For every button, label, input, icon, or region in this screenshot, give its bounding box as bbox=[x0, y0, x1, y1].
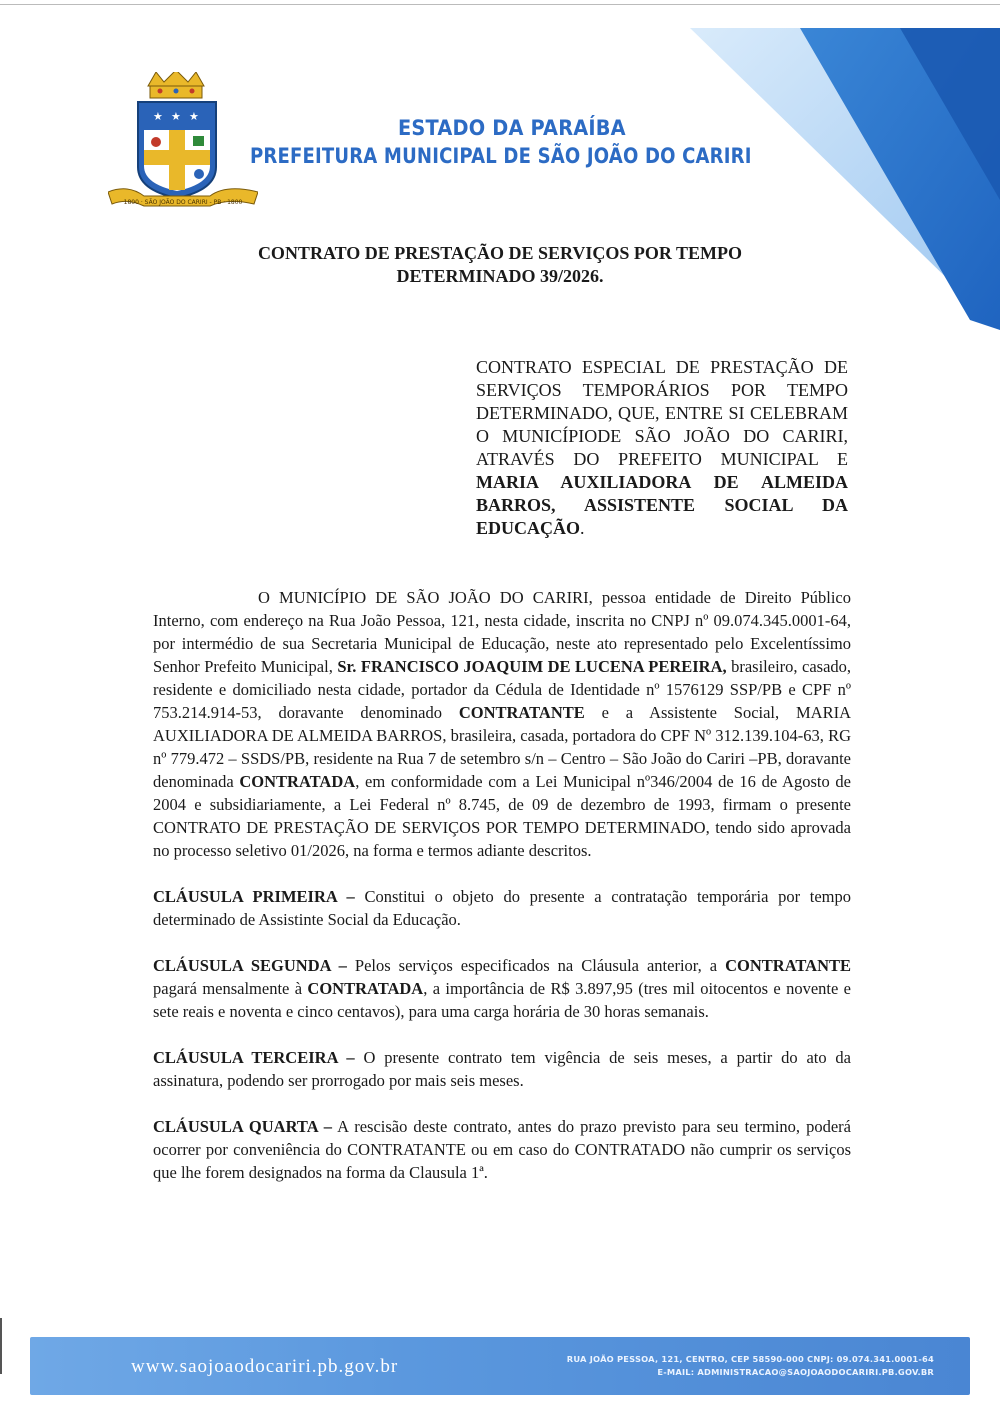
clause-text: pagará mensalmente à bbox=[153, 979, 308, 998]
footer-website: www.saojoaodocariri.pb.gov.br bbox=[131, 1356, 399, 1377]
contract-summary bbox=[476, 356, 848, 540]
crown-icon bbox=[148, 72, 204, 98]
document-title bbox=[150, 242, 850, 288]
preamble-text-1: O MUNICÍPIO DE SÃO JOÃO DO CARIRI, pessoa entidade de Direito Público Interno, com endereço na Rua João Pessoa, 121, nesta cidade, inscrita no CNPJ nº 09.074.345.0001-64, por intermédio de sua Secretaria Municipal de Educação, neste ato representado pelo Excelentíssimo Senhor Prefeito Municipal, bbox=[153, 588, 851, 676]
footer-bar bbox=[30, 1337, 970, 1395]
contractor-label: CONTRATANTE bbox=[458, 703, 585, 722]
mayor-name: Sr. FRANCISCO JOAQUIM DE LUCENA PEREIRA, bbox=[337, 657, 727, 676]
preamble-text-4: , em conformidade com a Lei Municipal nº346/2004 de 16 de Agosto de 2004 e subsidiariamente, a Lei Federal nº 8.745, de 09 de dezembro de 1993, firmam o presente CONTRATO DE PRESTAÇÃO DE SERVIÇOS POR TEMPO DETERMINADO, tendo sido aprovada no processo seletivo 01/2026, na forma e termos adiante descritos. bbox=[153, 772, 852, 860]
clause-heading: CLÁUSULA QUARTA – bbox=[153, 1117, 333, 1136]
svg-text:1800 · SÃO JOÃO DO CARIRI - PB: 1800 · SÃO JOÃO DO CARIRI - PB · 1800 bbox=[123, 199, 243, 206]
summary-party-name: MARIA AUXILIADORA DE ALMEIDA BARROS, ASSISTENTE SOCIAL DA EDUCAÇÃO bbox=[476, 472, 848, 538]
svg-text:★: ★ bbox=[153, 110, 163, 123]
scan-edge-mark bbox=[0, 1318, 2, 1374]
footer-contact bbox=[514, 1353, 934, 1379]
footer-email: E-MAIL: ADMINISTRACAO@SAOJOAODOCARIRI.PB.GOV.BR bbox=[657, 1367, 934, 1377]
clause-text: A rescisão deste contrato, antes do prazo previsto para seu termino, poderá ocorrer por conveniência do CONTRATANTE ou em caso do CONTRATADO não cumprir os serviços que lhe forem designados na forma da Clausula 1ª. bbox=[153, 1117, 851, 1182]
clause-fourth bbox=[153, 1115, 851, 1184]
clause-text: Constitui o objeto do presente a contratação temporária por tempo determinado de Assistinte Social da Educação. bbox=[153, 887, 851, 929]
svg-text:★: ★ bbox=[189, 110, 199, 123]
clause-third bbox=[153, 1046, 851, 1092]
municipality-name: PREFEITURA MUNICIPAL DE SÃO JOÃO DO CARIRI bbox=[250, 144, 752, 168]
clause-heading: CLÁUSULA TERCEIRA – bbox=[153, 1048, 355, 1067]
footer-address: RUA JOÃO PESSOA, 121, CENTRO, CEP 58590-000 CNPJ: 09.074.341.0001-64 bbox=[566, 1354, 934, 1364]
title-line-2: DETERMINADO 39/2026. bbox=[396, 266, 604, 286]
summary-text: CONTRATO ESPECIAL DE PRESTAÇÃO DE SERVIÇOS TEMPORÁRIOS POR TEMPO DETERMINADO, QUE, ENTRE SI CELEBRAM O MUNICÍPIODE SÃO JOÃO DO CARIRI, ATRAVÉS DO PREFEITO MUNICIPAL E bbox=[476, 357, 848, 469]
contractor-label: CONTRATANTE bbox=[725, 956, 852, 975]
clause-heading: CLÁUSULA SEGUNDA – bbox=[153, 956, 347, 975]
svg-text:★: ★ bbox=[171, 110, 181, 123]
clause-text: O presente contrato tem vigência de seis meses, a partir do ato da assinatura, podendo ser prorrogado por mais seis meses. bbox=[153, 1048, 852, 1090]
letterhead bbox=[250, 115, 810, 169]
summary-end: . bbox=[580, 518, 585, 538]
clause-text: , a importância de R$ 3.897,95 (tres mil oitocentos e novente e sete reais e noventa e cinco centavos), para uma carga horária de 30 horas semanais. bbox=[153, 979, 851, 1021]
preamble-text-3: e a Assistente Social, MARIA AUXILIADORA DE ALMEIDA BARROS, brasileira, casada, portadora do CPF Nº 312.139.104-63, RG nº 779.472 – SSDS/PB, residente na Rua 7 de setembro s/n – Centro – São João do Cariri –PB, doravante denominada bbox=[153, 703, 852, 791]
title-line-1: CONTRATO DE PRESTAÇÃO DE SERVIÇOS POR TEMPO bbox=[257, 243, 743, 263]
contracted-label: CONTRATADA bbox=[239, 772, 356, 791]
clause-second bbox=[153, 954, 851, 1023]
clause-text: Pelos serviços especificados na Cláusula anterior, a bbox=[346, 956, 726, 975]
preamble-paragraph bbox=[153, 586, 851, 862]
contract-body bbox=[153, 586, 851, 1184]
clause-heading: CLÁUSULA PRIMEIRA – bbox=[153, 887, 355, 906]
municipal-crest-logo bbox=[108, 72, 258, 212]
contracted-label: CONTRATADA bbox=[307, 979, 424, 998]
preamble-text-2: brasileiro, casado, residente e domiciliado nesta cidade, portador da Cédula de Identidade nº 1576129 SSP/PB e CPF nº 753.214.914-53, doravante denominado bbox=[153, 657, 852, 722]
shield-icon bbox=[138, 102, 216, 198]
state-name: ESTADO DA PARAÍBA bbox=[398, 116, 626, 140]
clause-first bbox=[153, 885, 851, 931]
